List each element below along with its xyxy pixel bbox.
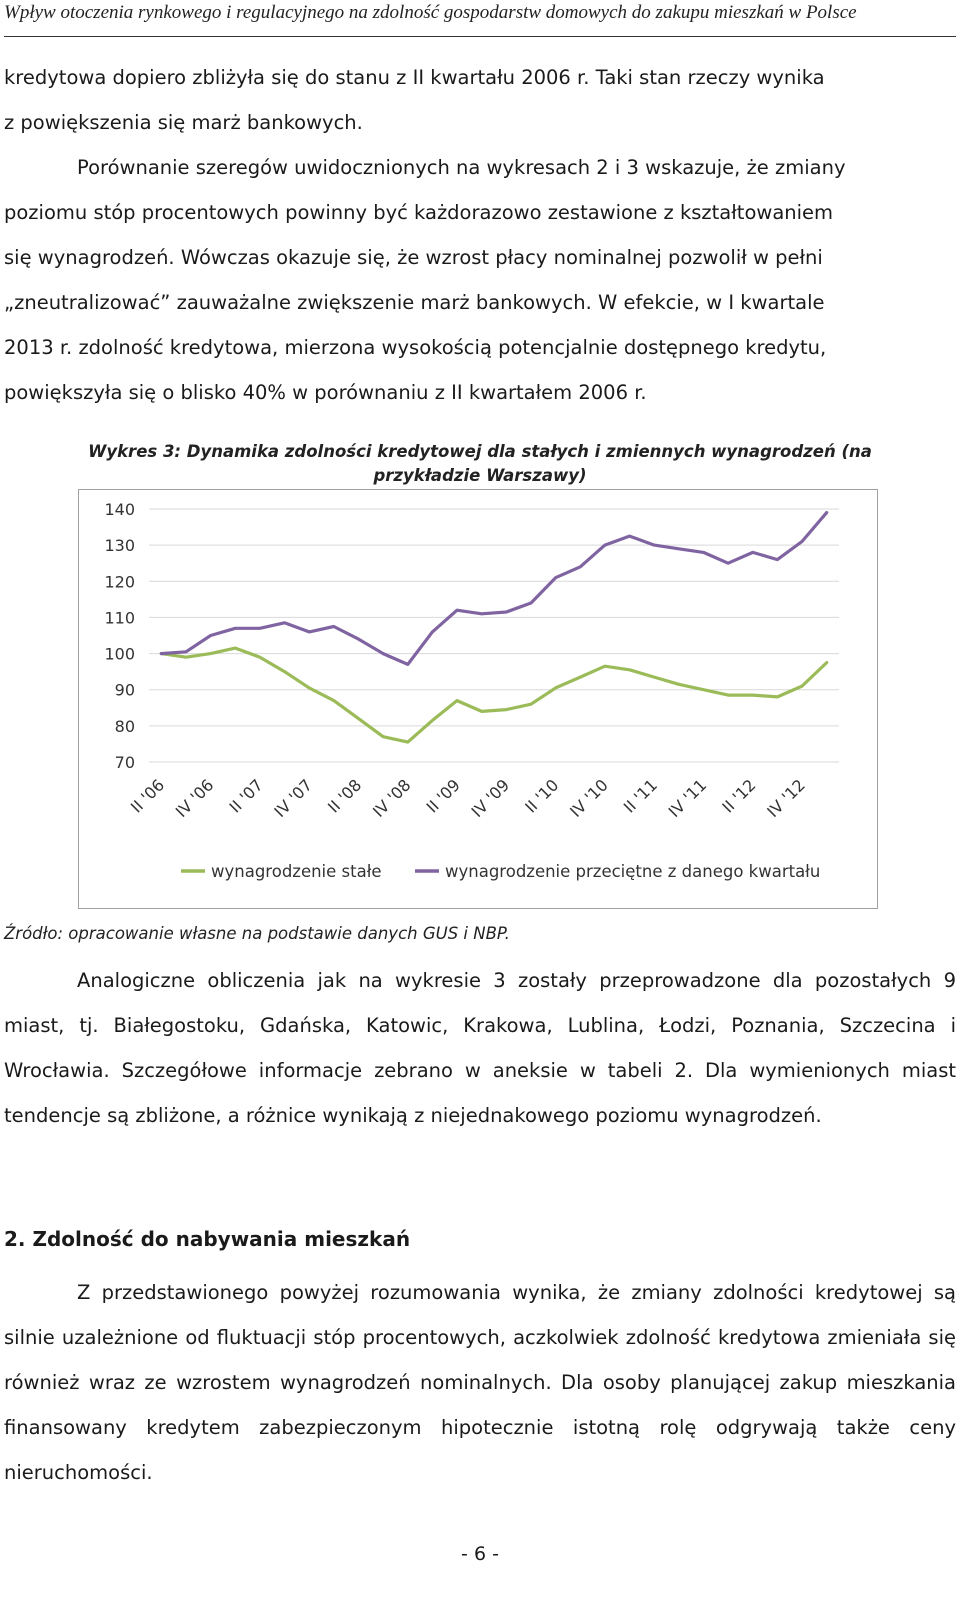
x-tick-label: IV '07 bbox=[270, 775, 317, 822]
series-line-average-wage bbox=[161, 513, 826, 665]
section-heading: 2. Zdolność do nabywania mieszkań bbox=[4, 1227, 411, 1251]
y-tick-label: 120 bbox=[104, 572, 135, 592]
text-line: 2013 r. zdolność kredytowa, mierzona wysokością potencjalnie dostępnego kredytu, bbox=[4, 336, 827, 359]
running-title: Wpływ otoczenia rynkowego i regulacyjnego na zdolność gospodarstw domowych do zakupu mieszkań w Polsce bbox=[4, 2, 857, 23]
figure-caption-line: przykładzie Warszawy) bbox=[373, 466, 587, 485]
line-chart bbox=[79, 490, 877, 908]
x-tick-label: IV '10 bbox=[566, 775, 612, 822]
y-tick-label: 130 bbox=[104, 536, 135, 556]
y-tick-label: 70 bbox=[114, 753, 135, 772]
x-tick-label: IV '12 bbox=[763, 775, 809, 822]
figure-caption-line: Wykres 3: Dynamika zdolności kredytowej dla stałych i zmiennych wynagrodzeń (na bbox=[88, 442, 872, 461]
y-tick-label: 110 bbox=[104, 608, 135, 628]
paragraph-3-text: Analogiczne obliczenia jak na wykresie 3 zostały przeprowadzone dla pozostałych 9 miast, tj. Białegostoku, Gdańska, Katowic, Krakowa, Lublina, Łodzi, Poznania, Szczecina i Wrocławia. Szczegółowe informacje zebrano w aneksie w tabeli 2. Dla wymienionych miast tendencje są zbliżone, a różnice wynikają z niejednakowego poziomu wynagrodzeń. bbox=[4, 969, 956, 1127]
paragraph-4 bbox=[4, 1270, 956, 1495]
page-number: - 6 - bbox=[461, 1543, 499, 1565]
text-line: Porównanie szeregów uwidocznionych na wykresach 2 i 3 wskazuje, że zmiany bbox=[77, 156, 846, 179]
x-tick-label: IV '11 bbox=[664, 775, 711, 822]
text-line: z powiększenia się marż bankowych. bbox=[4, 111, 363, 134]
y-tick-label: 100 bbox=[104, 644, 135, 664]
text-line: kredytowa dopiero zbliżyła się do stanu z II kwartału 2006 r. Taki stan rzeczy wynika bbox=[4, 66, 825, 89]
legend-label: wynagrodzenie przeciętne z danego kwartału bbox=[445, 862, 821, 881]
running-header bbox=[4, 2, 956, 37]
paragraph-2 bbox=[4, 145, 956, 415]
paragraph-3 bbox=[4, 958, 956, 1138]
paragraph-1 bbox=[4, 55, 956, 145]
y-tick-label: 90 bbox=[114, 680, 135, 700]
x-tick-label: II '12 bbox=[718, 775, 760, 817]
x-tick-label: II '11 bbox=[619, 775, 662, 817]
y-tick-label: 140 bbox=[104, 500, 135, 519]
text-line: powiększyła się o blisko 40% w porównaniu z II kwartałem 2006 r. bbox=[4, 381, 647, 404]
legend-label: wynagrodzenie stałe bbox=[211, 862, 382, 881]
x-tick-label: IV '08 bbox=[368, 775, 415, 822]
text-line: się wynagrodzeń. Wówczas okazuje się, że wzrost płacy nominalnej pozwolił w pełni bbox=[4, 246, 823, 269]
figure-caption bbox=[0, 440, 960, 488]
x-tick-label: IV '09 bbox=[467, 775, 514, 822]
x-tick-label: II '07 bbox=[225, 775, 267, 817]
paragraph-4-text: Z przedstawionego powyżej rozumowania wynika, że zmiany zdolności kredytowej są silnie uzależnione od fluktuacji stóp procentowych, aczkolwiek zdolność kredytowa zmieniała się również wraz ze wzrostem wynagrodzeń nominalnych. Dla osoby planującej zakup mieszkania finansowany kredytem zabezpieczonym hipotecznie istotną rolę odgrywają także ceny nieruchomości. bbox=[4, 1281, 956, 1484]
y-tick-label: 80 bbox=[114, 716, 135, 736]
x-tick-label: II '06 bbox=[126, 775, 169, 817]
x-tick-label: II '08 bbox=[324, 775, 366, 817]
x-tick-label: II '10 bbox=[521, 775, 563, 817]
x-tick-label: IV '06 bbox=[171, 775, 218, 822]
series-line-fixed-wage bbox=[161, 648, 826, 742]
text-line: poziomu stóp procentowych powinny być każdorazowo zestawione z kształtowaniem bbox=[4, 201, 834, 224]
x-tick-label: II '09 bbox=[422, 775, 464, 817]
chart-frame bbox=[78, 489, 878, 909]
text-line: „zneutralizować” zauważalne zwiększenie marż bankowych. W efekcie, w I kwartale bbox=[4, 291, 825, 314]
figure-source: Źródło: opracowanie własne na podstawie danych GUS i NBP. bbox=[4, 924, 510, 943]
